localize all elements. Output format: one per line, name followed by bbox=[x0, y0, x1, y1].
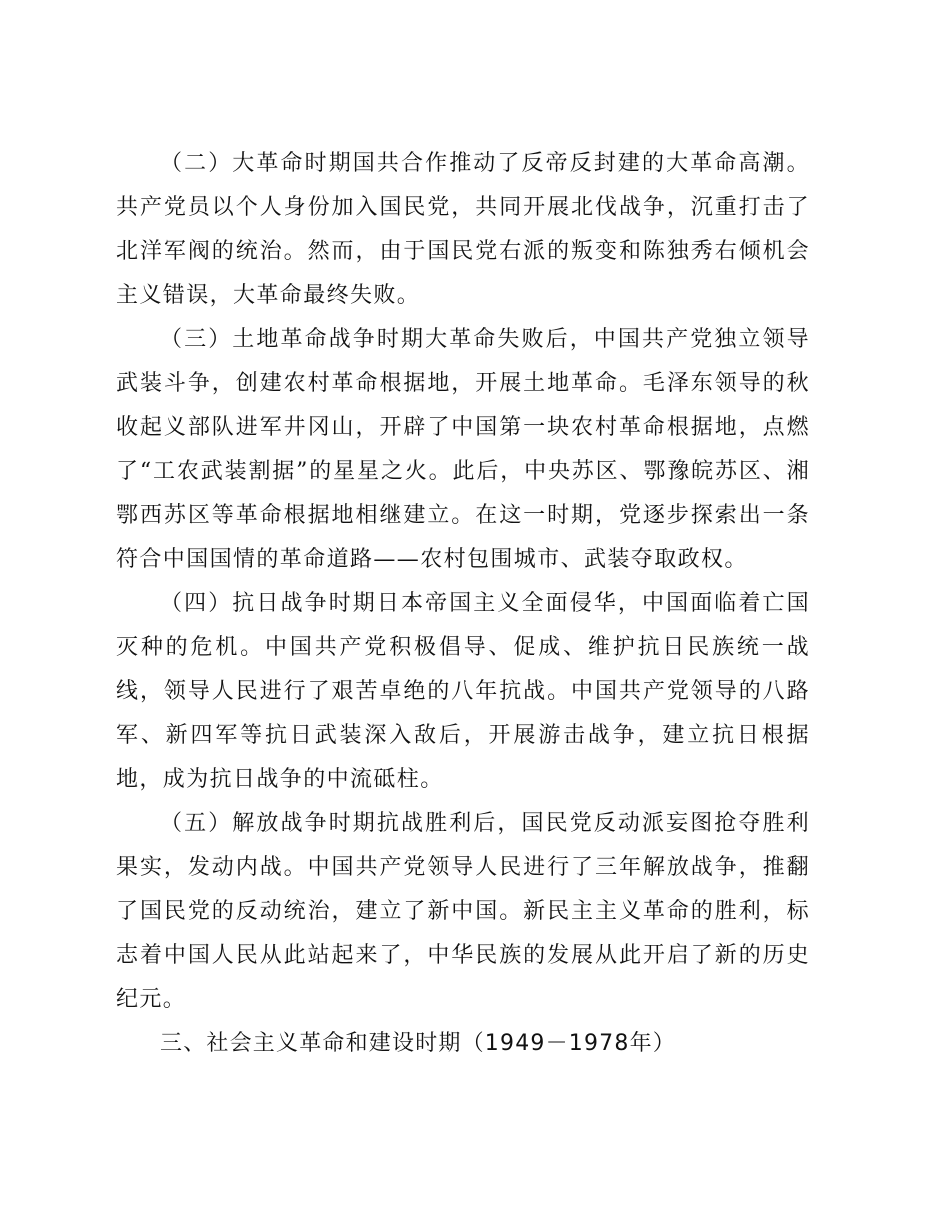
document-body bbox=[116, 142, 810, 1066]
paragraph-agrarian-revolution: （三）土地革命战争时期大革命失败后，中国共产党独立领导武装斗争，创建农村革命根据地，开展土地革命。毛泽东领导的秋收起义部队进军井冈山，开辟了中国第一块农村革命根据地，点燃了“工农武装割据”的星星之火。此后，中央苏区、鄂豫皖苏区、湘鄂西苏区等革命根据地相继建立。在这一时期，党逐步探索出一条符合中国国情的革命道路——农村包围城市、武装夺取政权。 bbox=[116, 327, 810, 572]
paragraph-liberation-war: （五）解放战争时期抗战胜利后，国民党反动派妄图抢夺胜利果实，发动内战。中国共产党领导人民进行了三年解放战争，推翻了国民党的反动统治，建立了新中国。新民主主义革命的胜利，标志着中国人民从此站起来了，中华民族的发展从此开启了新的历史纪元。 bbox=[116, 811, 810, 1012]
section-heading: 三、社会主义革命和建设时期（1949－1978年） bbox=[160, 1031, 676, 1056]
paragraph-anti-japanese-war: （四）抗日战争时期日本帝国主义全面侵华，中国面临着亡国灭种的危机。中国共产党积极倡导、促成、维护抗日民族统一战线，领导人民进行了艰苦卓绝的八年抗战。中国共产党领导的八路军、新四军等抗日武装深入敌后，开展游击战争，建立抗日根据地，成为抗日战争的中流砥柱。 bbox=[116, 591, 810, 792]
paragraph-great-revolution: （二）大革命时期国共合作推动了反帝反封建的大革命高潮。共产党员以个人身份加入国民党，共同开展北伐战争，沉重打击了北洋军阀的统治。然而，由于国民党右派的叛变和陈独秀右倾机会主义错误，大革命最终失败。 bbox=[116, 151, 810, 308]
